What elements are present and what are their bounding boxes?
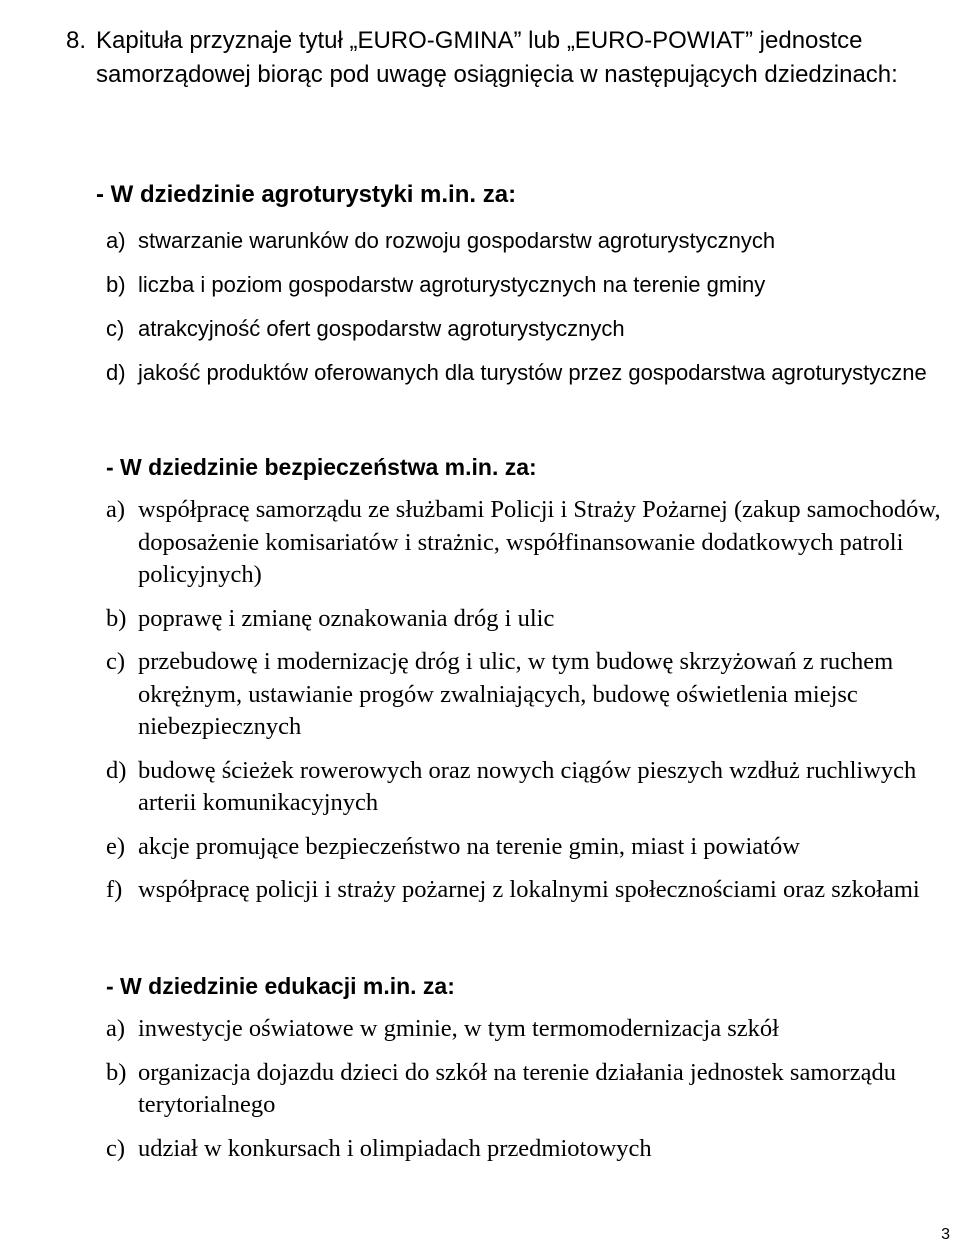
item-8-text: Kapituła przyznaje tytuł „EURO-GMINA” lub „EURO-POWIAT” jednostce samorządowej biorąc pod uwagę osiągnięcia w następujących dziedzinach: xyxy=(96,27,898,88)
list-item-label: d) xyxy=(106,756,127,784)
list-item-label: e) xyxy=(106,832,126,860)
list-item-text: udział w konkursach i olimpiadach przedmiotowych xyxy=(138,1134,652,1162)
list-item-label: c) xyxy=(106,1134,126,1162)
list-item xyxy=(106,1133,956,1166)
list-item-label: b) xyxy=(106,1058,127,1086)
list-bezpieczenstwo xyxy=(106,494,956,907)
list-item xyxy=(106,312,956,345)
list-item-text: współpracę samorządu ze służbami Policji i Straży Pożarnej (zakup samochodów, doposażenie komisariatów i strażnic, współfinansowanie dodatkowych patroli policyjnych) xyxy=(138,496,941,588)
list-item-text: przebudowę i modernizację dróg i ulic, w tym budowę skrzyżowań z ruchem okrężnym, ustawianie progów zwalniających, budowę oświetlenia miejsc niebezpiecznych xyxy=(138,648,894,740)
list-item xyxy=(106,603,956,636)
list-agroturystyka xyxy=(106,224,956,389)
list-item-label: f) xyxy=(106,876,123,903)
item-8-number: 8. xyxy=(66,27,87,54)
list-item-text: akcje promujące bezpieczeństwo na terenie gmin, miast i powiatów xyxy=(138,832,800,860)
list-item xyxy=(106,356,956,389)
list-item-label: c) xyxy=(106,316,125,341)
list-item xyxy=(106,268,956,301)
list-item xyxy=(106,494,956,592)
list-edukacja xyxy=(106,1013,956,1165)
list-item-text: budowę ścieżek rowerowych oraz nowych ciągów pieszych wzdłuż ruchliwych arterii komunikacyjnych xyxy=(138,756,917,816)
list-item-text: organizacja dojazdu dzieci do szkół na terenie działania jednostek samorządu terytorialnego xyxy=(138,1058,897,1118)
list-item xyxy=(106,874,956,907)
list-item-text: stwarzanie warunków do rozwoju gospodarstw agroturystycznych xyxy=(138,228,776,253)
list-item-label: c) xyxy=(106,648,126,675)
list-item-label: d) xyxy=(106,360,126,385)
list-item xyxy=(106,755,956,820)
list-item xyxy=(106,831,956,864)
item-8 xyxy=(66,24,946,92)
page-number: 3 xyxy=(941,1226,950,1243)
list-item-text: atrakcyjność ofert gospodarstw agroturystycznych xyxy=(138,316,625,341)
list-item xyxy=(106,646,956,744)
section-heading-bezpieczenstwo: - W dziedzinie bezpieczeństwa m.in. za: xyxy=(106,454,537,480)
list-item-text: współpracę policji i straży pożarnej z lokalnymi społecznościami oraz szkołami xyxy=(138,876,920,903)
section-heading-agroturystyka: - W dziedzinie agroturystyki m.in. za: xyxy=(96,181,517,208)
list-item-text: poprawę i zmianę oznakowania dróg i ulic xyxy=(138,604,555,632)
list-item-label: a) xyxy=(106,228,126,253)
list-item-text: liczba i poziom gospodarstw agroturystycznych na terenie gminy xyxy=(138,272,766,297)
section-heading-edukacja: - W dziedzinie edukacji m.in. za: xyxy=(106,973,455,999)
list-item-label: b) xyxy=(106,604,127,632)
list-item-label: a) xyxy=(106,1015,126,1042)
list-item xyxy=(106,1013,956,1046)
list-item-label: b) xyxy=(106,272,126,297)
list-item xyxy=(106,224,956,257)
list-item-label: a) xyxy=(106,496,126,523)
list-item xyxy=(106,1057,956,1122)
list-item-text: jakość produktów oferowanych dla turystów przez gospodarstwa agroturystyczne xyxy=(138,360,927,385)
list-item-text: inwestycje oświatowe w gminie, w tym termomodernizacja szkół xyxy=(138,1015,779,1042)
